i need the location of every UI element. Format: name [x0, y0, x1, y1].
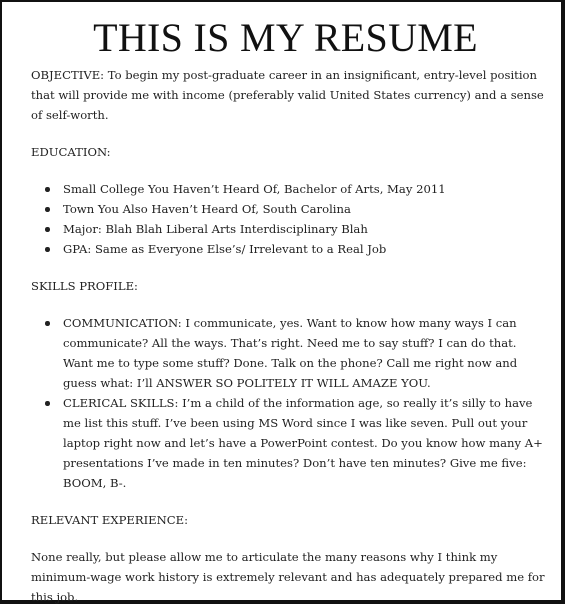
resume-document — [31, 16, 546, 607]
objective-paragraph: OBJECTIVE: To begin my post-graduate career in an insignificant, entry-level position that will provide me with income (preferably valid United States currency) and a sense of self-worth. — [31, 68, 544, 122]
education-item: GPA: Same as Everyone Else’s/ Irrelevant to a Real Job — [31, 239, 546, 259]
skills-list — [31, 313, 546, 493]
resume-title: THIS IS MY RESUME — [93, 15, 478, 60]
spacer — [31, 125, 546, 142]
spacer — [31, 162, 546, 179]
spacer — [31, 530, 546, 547]
education-heading: EDUCATION: — [31, 145, 111, 159]
skills-item-communication: COMMUNICATION: I communicate, yes. Want to know how many ways I can communicate? All the ways. That’s right. Need me to say stuff? I can do that. Want me to type some stuff? Done. Talk on the phone? Call me right now and guess what: I’ll ANSWER SO POLITELY IT WILL AMAZE YOU. — [31, 313, 546, 393]
experience-heading: RELEVANT EXPERIENCE: — [31, 513, 189, 527]
spacer — [31, 493, 546, 510]
skills-heading: SKILLS PROFILE: — [31, 279, 138, 293]
experience-paragraph: None really, but please allow me to articulate the many reasons why I think my minimum-wage work history is extremely relevant and has adequately prepared me for this job. — [31, 550, 545, 604]
education-item: Town You Also Haven’t Heard Of, South Carolina — [31, 199, 546, 219]
skills-item-clerical: CLERICAL SKILLS: I’m a child of the information age, so really it’s silly to have me list this stuff. I’ve been using MS Word since I was like seven. Pull out your laptop right now and let’s have a PowerPoint contest. Do you know how many A+ presentations I’ve made in ten minutes? Don’t have ten minutes? Give me five: BOOM, B-. — [31, 393, 546, 493]
education-list — [31, 179, 546, 259]
spacer — [31, 296, 546, 313]
spacer — [31, 259, 546, 276]
education-item: Major: Blah Blah Liberal Arts Interdisciplinary Blah — [31, 219, 546, 239]
education-item: Small College You Haven’t Heard Of, Bachelor of Arts, May 2011 — [31, 179, 546, 199]
